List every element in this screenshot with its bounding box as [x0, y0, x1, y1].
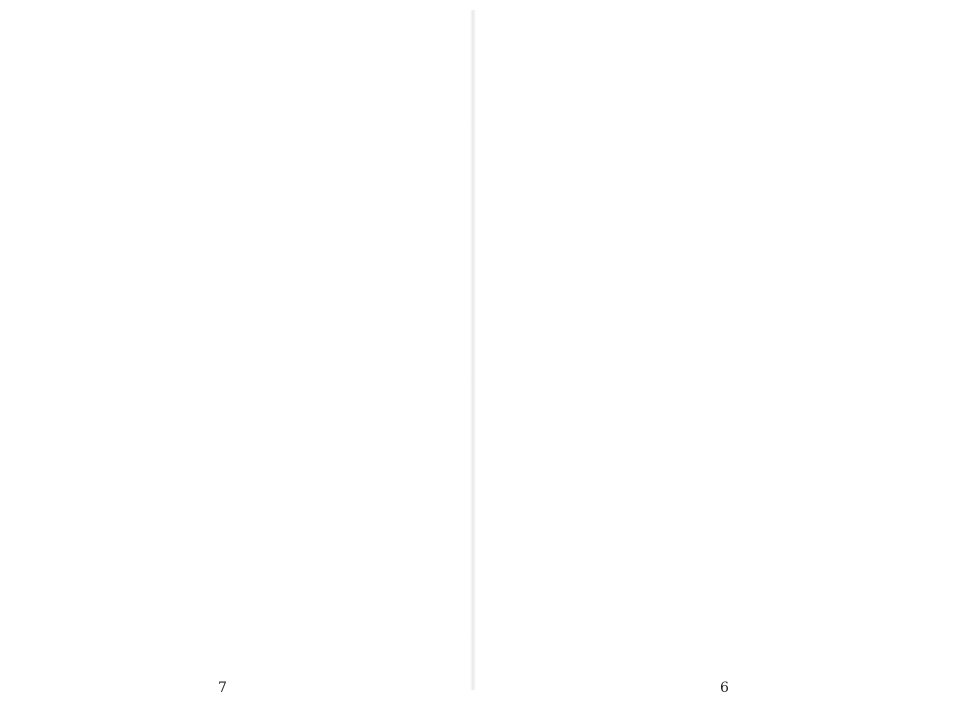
page-number: 6: [720, 680, 729, 696]
right-page: [485, 28, 950, 696]
left-page-text: [8, 28, 463, 640]
right-page-text: [485, 28, 950, 640]
page-number: 7: [218, 680, 227, 696]
book-gutter: [470, 10, 476, 690]
left-page: [8, 28, 463, 696]
